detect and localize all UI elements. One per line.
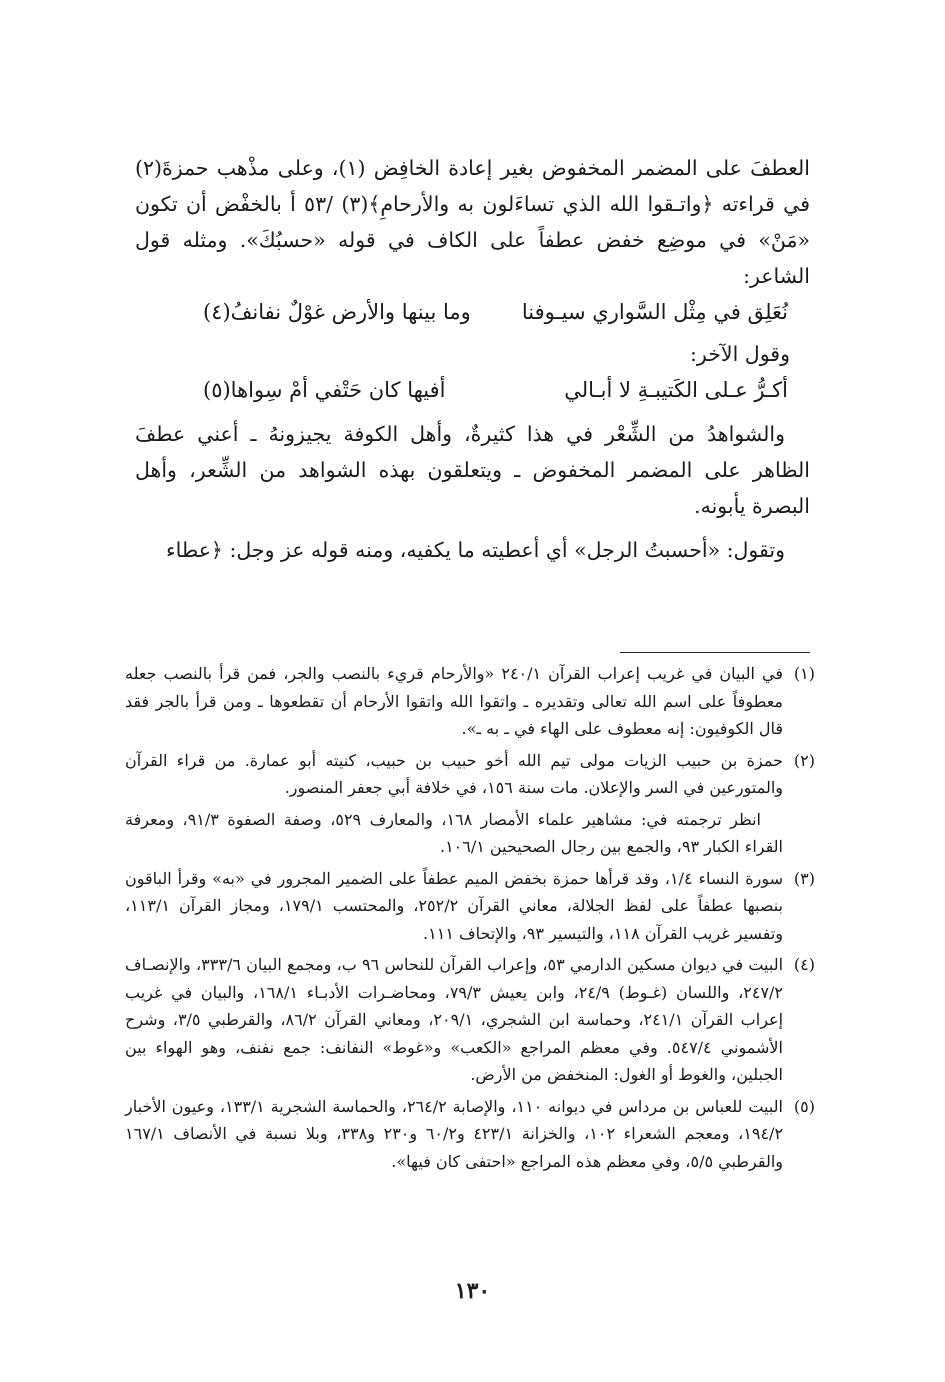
footnotes: [125, 660, 815, 1179]
footnote-2: [125, 747, 815, 802]
footnote-2-extra: انظر ترجمته في: مشاهير علماء الأمصار ١٦٨، والمعارف ٥٢٩، وصفة الصفوة ٩١/٣، ومعرفة القراء الكبار ٩٣، والجمع بين رجال الصحيحين ١٠٦/١.: [125, 809, 783, 856]
verse-2-first-hemistich: أكـرُّ عـلى الكَتيبـةِ لا أبـالي: [564, 378, 788, 402]
footnote-4-number: (٤): [793, 955, 815, 974]
main-paragraph-3: وتقول: «أحسبتُ الرجل» أي أعطيته ما يكفيه، ومنه قوله عز وجل: ﴿عطاء: [166, 538, 785, 562]
verse-1-first-hemistich: نُعَلِق في مِثْل السَّواري سيـوفنا: [521, 300, 788, 324]
main-paragraph-1: العطفَ على المضمر المخفوض بغير إعادة الخافِض (١)، وعلى مذْهب حمزةَ(٢) في قراءته ﴿واتـقوا الله الذي تساءَلون به والأرحامِ﴾(٣) /٥٣ أ بالخفْض أن تكون «مَنْ» في موضِع خفض عطفاً على الكاف في قوله «حسبُكَ». ومثله قول الشاعر:: [135, 156, 811, 288]
footnote-5-text: البيت للعباس بن مرداس في ديوانه ١١٠، والإصابة ٢٦٤/٢، والحماسة الشجرية ١٣٣/١، وعيون الأخبار ١٩٤/٢، ومعجم الشعراء ١٠٢، والخزانة ٤٢٣/١ و٦٠/٢ و٢٣٠ و٣٣٨، وبلا نسبة في الأنصاف ١٦٧/١ والقرطبي ٥/٥، وفي معظم هذه المراجع «احتفى كان فيها».: [125, 1096, 784, 1171]
footnote-3: [125, 865, 815, 948]
footnote-3-text: سورة النساء ١/٤، وقد قرأها حمزة بخفض الميم عطفاً على الضمير المجرور في «به» وقرأ الباقون بنصبها عطفاً على لفظ الجلالة، معاني القرآن ٢٥٢/٢، والمحتسب ١٧٩/١، ومجاز القرآن ١١٣/١، وتفسير غريب القرآن ١١٨، والتيسير ٩٣، والإتحاف ١١١.: [125, 868, 783, 943]
footnote-5-number: (٥): [793, 1096, 815, 1116]
footnote-4-text: البيت في ديوان مسكين الدارمي ٥٣، وإعراب القرآن للنحاس ٩٦ ب، ومجمع البيان ٣٣٣/٦، والإنصـاف ٢٤٧/٢، واللسان (غـوط) ٢٤/٩، وابن يعيش ٧٩/٣، ومحاضـرات الأدبـاء ١٦٨/١، والبيان في غريب إعراب القرآن ٢٤١/١، وحماسة ابن الشجري، ٢٠٩/١، ومعاني القرآن ٨٦/٢، والقرطبي ٣/٥، وشرح الأشموني ٥٤٧/٤. وفي معظم المراجع «الكعب» و«غوط» النفانف: جمع نفنف، وهو الهواء بين الجبلين، والغوط أو الغول: المنخفض من الأرض.: [125, 955, 784, 1084]
footnote-4: [125, 951, 815, 1089]
footnote-1: [125, 660, 815, 743]
verse-2-intro: وقول الآخر:: [690, 342, 790, 366]
verse-1: [203, 294, 788, 330]
main-paragraph-2: والشواهدُ من الشِّعْر في هذا كثيرةٌ، وأهل الكوفة يجيزونهُ ـ أعني عطفَ الظاهر على المضمر المخفوض ـ ويتعلقون بهذه الشواهد من الشِّعر، وأهل البصرة يأبونه.: [135, 422, 810, 518]
footnote-3-number: (٣): [793, 868, 815, 888]
main-text: [135, 150, 810, 568]
footnote-1-text: في البيان في غريب إعراب القرآن ٢٤٠/١ «والأرحام قريء بالنصب والجر، فمن قرأ بالنصب جعله معطوفاً على اسم الله تعالى وتقديره ـ واتقوا الله واتقوا الأرحام أن تقطعوها ـ ومن قرأ بالجر فقد قال الكوفيون: إنه معطوف على الهاء في ـ به ـ».: [125, 664, 784, 738]
footnote-separator: [620, 652, 810, 653]
page-number: ١٣٠: [454, 1278, 491, 1304]
verse-1-second-hemistich: وما بينها والأرض غوْلٌ نفانفُ(٤): [203, 300, 471, 324]
footnote-1-number: (١): [793, 664, 815, 683]
footnote-5: [125, 1093, 815, 1176]
footnote-2-text: حمزة بن حبيب الزيات مولى تيم الله أخو حبيب بن حبيب، كنيته أبو عمارة. من قراء القرآن والمتورعين في السر والإعلان. مات سنة ١٥٦، في خلافة أبي جعفر المنصور.: [125, 750, 783, 797]
verse-2: [203, 372, 788, 408]
verse-2-second-hemistich: أفيها كان حَتْفي أمْ سِواها(٥): [203, 378, 446, 402]
footnote-2-number: (٢): [793, 750, 815, 770]
